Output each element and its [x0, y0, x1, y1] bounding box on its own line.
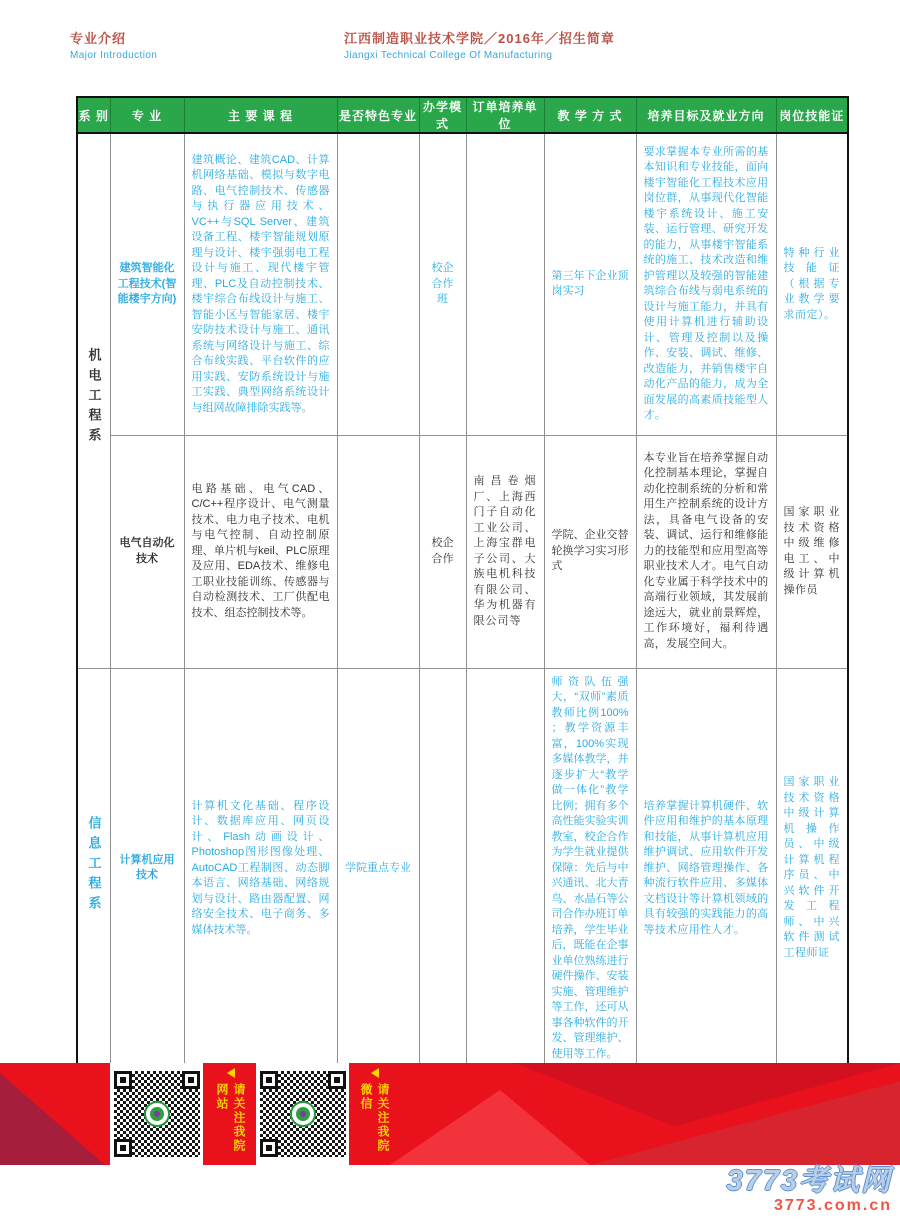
feature-cell: [337, 435, 419, 668]
department-cell: [77, 668, 110, 1069]
column-header-major: 专 业: [110, 97, 184, 133]
department-name: 信息工程系: [86, 815, 102, 916]
column-header-courses: 主 要 课 程: [184, 97, 337, 133]
college-logo-icon: [144, 1101, 170, 1127]
band-corner-triangle: [0, 1073, 105, 1165]
column-header-feature: 是否特色专业: [337, 97, 419, 133]
left-triangle-icon: [227, 1068, 235, 1078]
column-header-teaching: 教 学 方 式: [544, 97, 636, 133]
college-title-en: Jiangxi Technical College Of Manufacturing: [344, 50, 553, 61]
major-cell: 计算机应用技术: [110, 668, 184, 1069]
courses-cell: 电路基础、电气CAD、C/C++程序设计、电气测量技术、电力电子技术、电机与电气控制、自动控制原理、单片机与keil、PLC原理及应用、EDA技术、维修电工职业技能训练、传感器与自动检测技术、工厂供配电技术、组态控制技术等。: [184, 435, 337, 668]
courses-cell: 建筑概论、建筑CAD、计算机网络基础、模拟与数字电路、电气控制技术、传感器与执行器应用技术、VC++与SQL Server、建筑设备工程、楼宇智能规划原理与设计、楼宇强弱电工程设计与施工、现代楼宇管理、PLC及自动控制技术、楼宇综合布线设计与施工、智能小区与智能家居、楼宇安防技术设计与施工、通讯系统与网络设计与施工、综合布线实践、平台软件的应用实践、安防系统设计与施工实践、典型网络系统设计与组网故障排除实践等。: [184, 133, 337, 435]
college-title: 江西制造职业技术学院／2016年／招生简章: [344, 31, 615, 46]
page-section-header: [70, 28, 157, 61]
watermark-site-name: 3773考试网: [726, 1165, 892, 1197]
qr-panel-wechat: [256, 1063, 349, 1165]
mode-cell: 校企合作班: [419, 133, 466, 435]
section-title: 专业介绍: [70, 31, 127, 46]
order-units-cell: [466, 668, 544, 1069]
feature-cell: [337, 133, 419, 435]
courses-cell: 计算机文化基础、程序设计、数据库应用、网页设计、Flash动画设计、Photoshop图形图像处理、AutoCAD工程制图、动态脚本语言、网络基础、网络规划与设计、路由器配置、网络安全技术、电子商务、多媒体技术等。: [184, 668, 337, 1069]
follow-website-strip: [208, 1068, 254, 1161]
follow-website-label: 请关注我院网站: [215, 1083, 246, 1153]
certs-cell: 国家职业技术资格中级维修电工、中级计算机操作员: [776, 435, 848, 668]
teaching-cell: 学院、企业交替轮换学习实习形式: [544, 435, 636, 668]
major-cell: 电气自动化技术: [110, 435, 184, 668]
qr-finder-icon: [328, 1071, 346, 1089]
mode-cell: [419, 668, 466, 1069]
department-name: 机电工程系: [86, 348, 102, 448]
college-logo-icon: [290, 1101, 316, 1127]
certs-cell: 特种行业技能证（根据专业教学要求而定）。: [776, 133, 848, 435]
majors-table: [76, 96, 849, 1070]
qr-code-icon: [260, 1071, 346, 1157]
column-header-certs: 岗位技能证: [776, 97, 848, 133]
qr-finder-icon: [114, 1139, 132, 1157]
certs-cell: 国家职业技术资格中级计算机操作员、中级计算机程序员、中兴软件开发工程师、中兴软件测试工程师证: [776, 668, 848, 1069]
column-header-order-units: 订单培养单位: [466, 97, 544, 133]
table-header-row: [77, 97, 848, 133]
order-units-cell: 南昌卷烟厂、上海西门子自动化工业公司、上海宝群电子公司、大族电机科技有限公司、华为机器有限公司等: [466, 435, 544, 668]
follow-wechat-strip: [352, 1068, 398, 1161]
column-header-goals: 培养目标及就业方向: [636, 97, 776, 133]
table-row: [77, 133, 848, 435]
qr-panel-website: [110, 1063, 203, 1165]
teaching-cell: 师资队伍强大，“双师”素质教师比例100% ；教学资源丰富，100%实现多媒体教学，并逐步扩大“教学做一体化”教学比例；拥有多个高性能实验实训教室，校企合作为学生就业提供保障：先后与中兴通讯、北大青鸟、水晶石等公司合作办班订单培养，学生毕业后，既能在企事业单位熟练进行硬件操作、安装实施、管理维护等工作，还可从事各种软件的开发、管理维护、使用等工作。: [544, 668, 636, 1069]
follow-wechat-label: 请关注我院微信: [359, 1083, 390, 1153]
column-header-mode: 办学模式: [419, 97, 466, 133]
department-cell: [77, 133, 110, 668]
qr-finder-icon: [114, 1071, 132, 1089]
column-header-department: 系 别: [77, 97, 110, 133]
table-row: [77, 435, 848, 668]
major-cell: 建筑智能化工程技术(智能楼宇方向): [110, 133, 184, 435]
feature-cell: 学院重点专业: [337, 668, 419, 1069]
watermark-url: 3773.com.cn: [773, 1197, 892, 1214]
goals-cell: 培养掌握计算机硬件、软件应用和维护的基本原理和技能，从事计算机应用维护调试、应用软件开发维护、网络管理操作、各种流行软件应用、多媒体文档设计等计算机领域的具有较强的实践能力的高等技术应用性人才。: [636, 668, 776, 1069]
left-triangle-icon: [371, 1068, 379, 1078]
qr-finder-icon: [182, 1071, 200, 1089]
college-header: [344, 28, 615, 61]
qr-finder-icon: [260, 1071, 278, 1089]
watermark: [726, 1167, 892, 1216]
goals-cell: 要求掌握本专业所需的基本知识和专业技能，面向楼宇智能化工程技术应用岗位群，从事现代化智能楼宇系统设计、施工安装、运行管理、研究开发的能力，从事楼宇智能系统的施工、技术改造和维护管理以及较强的智能建筑综合布线与弱电系统的设计与施工能力，并具有使用计算机进行辅助设计、管理及控制以及操作、安装、调试、维修、改造能力，并销售楼宇自动化产品的能力，成为全面发展的高素质技能型人才。: [636, 133, 776, 435]
qr-finder-icon: [260, 1139, 278, 1157]
mode-cell: 校企合作: [419, 435, 466, 668]
goals-cell: 本专业旨在培养掌握自动化控制基本理论，掌握自动化控制系统的分析和常用生产控制系统的设计方法，具备电气设备的安装、调试、运行和维修能力的技能型和应用型高等职业技术人才。电气自动化专业属于科学技术中的高端行业领域，其发展前途远大，就业前景辉煌，工作环境好，福利待遇高，发展空间大。: [636, 435, 776, 668]
section-subtitle: Major Introduction: [70, 50, 158, 61]
band-polygon: [390, 1090, 590, 1165]
table-row: [77, 668, 848, 1069]
qr-code-icon: [114, 1071, 200, 1157]
teaching-cell: 第三年下企业顶岗实习: [544, 133, 636, 435]
order-units-cell: [466, 133, 544, 435]
